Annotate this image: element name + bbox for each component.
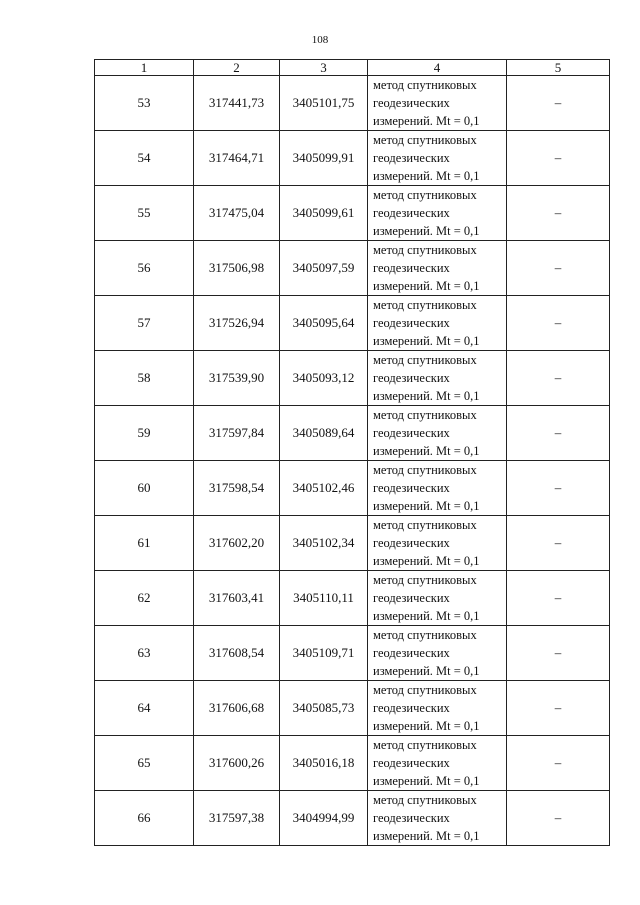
method-cell xyxy=(368,791,507,846)
note-cell: – xyxy=(507,241,610,296)
method-line: геодезических xyxy=(373,371,450,385)
method-line: метод спутниковых xyxy=(373,518,477,532)
point-number-cell: 59 xyxy=(95,406,194,461)
note-cell: – xyxy=(507,186,610,241)
point-number-cell: 57 xyxy=(95,296,194,351)
table-row xyxy=(95,571,610,626)
method-line: измерений. Mt = 0,1 xyxy=(373,829,480,843)
method-line: измерений. Mt = 0,1 xyxy=(373,774,480,788)
x-coordinate-cell: 317539,90 xyxy=(194,351,280,406)
table-row xyxy=(95,76,610,131)
header-cell-5: 5 xyxy=(507,60,610,76)
point-number-cell: 65 xyxy=(95,736,194,791)
table-row xyxy=(95,736,610,791)
method-cell xyxy=(368,516,507,571)
method-line: измерений. Mt = 0,1 xyxy=(373,279,480,293)
note-cell: – xyxy=(507,351,610,406)
method-line: геодезических xyxy=(373,261,450,275)
header-cell-4: 4 xyxy=(368,60,507,76)
header-cell-3: 3 xyxy=(280,60,368,76)
method-line: геодезических xyxy=(373,811,450,825)
y-coordinate-cell: 3405085,73 xyxy=(280,681,368,736)
y-coordinate-cell: 3405093,12 xyxy=(280,351,368,406)
table-row xyxy=(95,186,610,241)
point-number-cell: 63 xyxy=(95,626,194,681)
table-row xyxy=(95,626,610,681)
note-cell: – xyxy=(507,406,610,461)
method-line: измерений. Mt = 0,1 xyxy=(373,609,480,623)
point-number-cell: 61 xyxy=(95,516,194,571)
x-coordinate-cell: 317597,84 xyxy=(194,406,280,461)
method-line: метод спутниковых xyxy=(373,463,477,477)
method-line: геодезических xyxy=(373,96,450,110)
method-line: метод спутниковых xyxy=(373,793,477,807)
method-cell xyxy=(368,131,507,186)
x-coordinate-cell: 317475,04 xyxy=(194,186,280,241)
y-coordinate-cell: 3405110,11 xyxy=(280,571,368,626)
method-line: метод спутниковых xyxy=(373,188,477,202)
header-cell-1: 1 xyxy=(95,60,194,76)
method-line: метод спутниковых xyxy=(373,683,477,697)
note-cell: – xyxy=(507,736,610,791)
y-coordinate-cell: 3405095,64 xyxy=(280,296,368,351)
y-coordinate-cell: 3405101,75 xyxy=(280,76,368,131)
method-line: геодезических xyxy=(373,536,450,550)
table-row xyxy=(95,296,610,351)
note-cell: – xyxy=(507,791,610,846)
point-number-cell: 64 xyxy=(95,681,194,736)
y-coordinate-cell: 3405102,46 xyxy=(280,461,368,516)
method-line: измерений. Mt = 0,1 xyxy=(373,334,480,348)
method-cell xyxy=(368,406,507,461)
method-cell xyxy=(368,461,507,516)
method-line: геодезических xyxy=(373,701,450,715)
method-cell xyxy=(368,736,507,791)
y-coordinate-cell: 3405089,64 xyxy=(280,406,368,461)
method-cell xyxy=(368,76,507,131)
x-coordinate-cell: 317526,94 xyxy=(194,296,280,351)
method-line: метод спутниковых xyxy=(373,353,477,367)
method-line: геодезических xyxy=(373,481,450,495)
method-line: геодезических xyxy=(373,426,450,440)
method-line: метод спутниковых xyxy=(373,738,477,752)
method-line: измерений. Mt = 0,1 xyxy=(373,114,480,128)
y-coordinate-cell: 3405099,61 xyxy=(280,186,368,241)
note-cell: – xyxy=(507,516,610,571)
method-cell xyxy=(368,186,507,241)
method-line: измерений. Mt = 0,1 xyxy=(373,554,480,568)
method-line: метод спутниковых xyxy=(373,133,477,147)
y-coordinate-cell: 3405097,59 xyxy=(280,241,368,296)
x-coordinate-cell: 317597,38 xyxy=(194,791,280,846)
y-coordinate-cell: 3405102,34 xyxy=(280,516,368,571)
method-cell xyxy=(368,626,507,681)
method-line: метод спутниковых xyxy=(373,78,477,92)
table-row xyxy=(95,791,610,846)
table-row xyxy=(95,241,610,296)
method-cell xyxy=(368,571,507,626)
x-coordinate-cell: 317598,54 xyxy=(194,461,280,516)
method-cell xyxy=(368,351,507,406)
header-cell-2: 2 xyxy=(194,60,280,76)
method-line: измерений. Mt = 0,1 xyxy=(373,664,480,678)
point-number-cell: 60 xyxy=(95,461,194,516)
table-row xyxy=(95,516,610,571)
x-coordinate-cell: 317464,71 xyxy=(194,131,280,186)
y-coordinate-cell: 3404994,99 xyxy=(280,791,368,846)
x-coordinate-cell: 317608,54 xyxy=(194,626,280,681)
method-line: геодезических xyxy=(373,206,450,220)
point-number-cell: 55 xyxy=(95,186,194,241)
y-coordinate-cell: 3405099,91 xyxy=(280,131,368,186)
method-line: измерений. Mt = 0,1 xyxy=(373,444,480,458)
method-cell xyxy=(368,681,507,736)
method-line: метод спутниковых xyxy=(373,628,477,642)
table-body xyxy=(95,76,610,846)
method-line: геодезических xyxy=(373,591,450,605)
method-line: геодезических xyxy=(373,151,450,165)
y-coordinate-cell: 3405016,18 xyxy=(280,736,368,791)
page-number: 108 xyxy=(311,34,329,46)
x-coordinate-cell: 317606,68 xyxy=(194,681,280,736)
method-line: измерений. Mt = 0,1 xyxy=(373,719,480,733)
table-row xyxy=(95,461,610,516)
x-coordinate-cell: 317441,73 xyxy=(194,76,280,131)
table-row xyxy=(95,406,610,461)
x-coordinate-cell: 317506,98 xyxy=(194,241,280,296)
method-line: метод спутниковых xyxy=(373,243,477,257)
point-number-cell: 54 xyxy=(95,131,194,186)
method-line: метод спутниковых xyxy=(373,298,477,312)
x-coordinate-cell: 317600,26 xyxy=(194,736,280,791)
coordinates-table xyxy=(94,59,610,846)
method-line: измерений. Mt = 0,1 xyxy=(373,169,480,183)
method-line: метод спутниковых xyxy=(373,408,477,422)
method-line: метод спутниковых xyxy=(373,573,477,587)
method-line: геодезических xyxy=(373,316,450,330)
table-row xyxy=(95,681,610,736)
x-coordinate-cell: 317602,20 xyxy=(194,516,280,571)
method-cell xyxy=(368,296,507,351)
note-cell: – xyxy=(507,626,610,681)
point-number-cell: 56 xyxy=(95,241,194,296)
header-row xyxy=(95,60,610,76)
method-line: измерений. Mt = 0,1 xyxy=(373,389,480,403)
point-number-cell: 53 xyxy=(95,76,194,131)
method-line: измерений. Mt = 0,1 xyxy=(373,224,480,238)
note-cell: – xyxy=(507,131,610,186)
table-row xyxy=(95,351,610,406)
y-coordinate-cell: 3405109,71 xyxy=(280,626,368,681)
table-row xyxy=(95,131,610,186)
note-cell: – xyxy=(507,461,610,516)
note-cell: – xyxy=(507,296,610,351)
point-number-cell: 66 xyxy=(95,791,194,846)
point-number-cell: 62 xyxy=(95,571,194,626)
method-line: геодезических xyxy=(373,646,450,660)
x-coordinate-cell: 317603,41 xyxy=(194,571,280,626)
method-cell xyxy=(368,241,507,296)
method-line: геодезических xyxy=(373,756,450,770)
point-number-cell: 58 xyxy=(95,351,194,406)
note-cell: – xyxy=(507,681,610,736)
method-line: измерений. Mt = 0,1 xyxy=(373,499,480,513)
note-cell: – xyxy=(507,571,610,626)
note-cell: – xyxy=(507,76,610,131)
